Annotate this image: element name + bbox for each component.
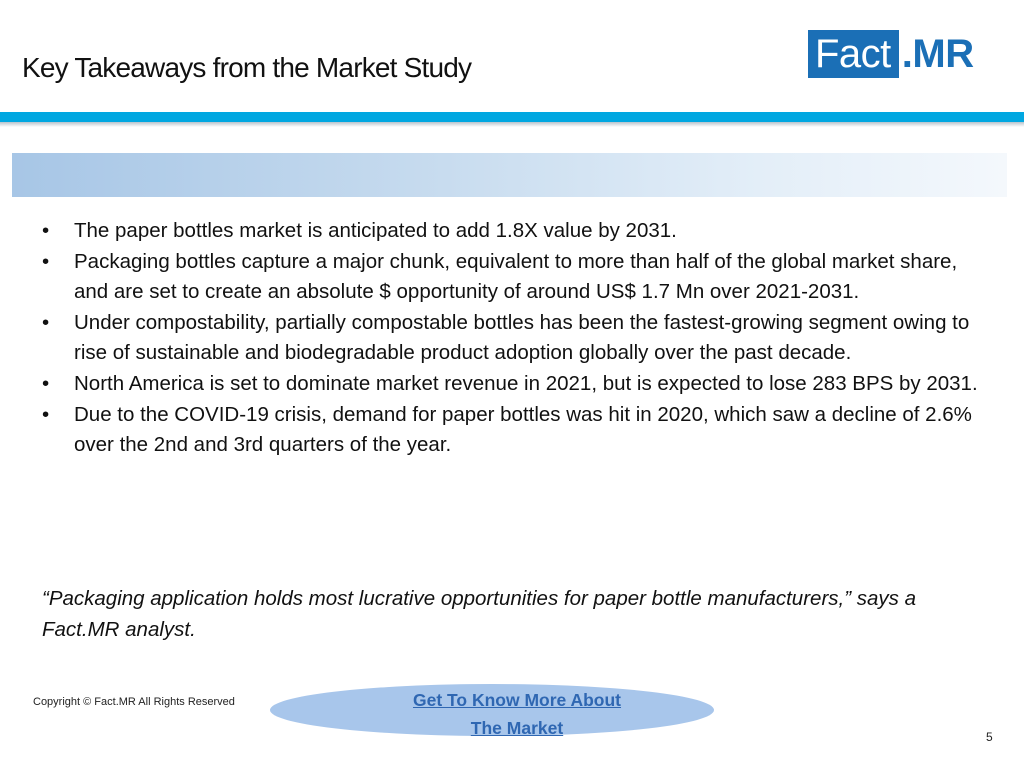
- cta-line-1: Get To Know More About: [412, 690, 622, 710]
- cta-line-2: The Market: [470, 718, 564, 738]
- bullet-icon: •: [42, 371, 50, 395]
- list-item: [42, 247, 990, 308]
- bullet-icon: •: [42, 219, 50, 242]
- logo-box-text: Fact: [808, 30, 899, 78]
- header-divider: [0, 112, 1024, 122]
- gradient-banner: [12, 153, 1007, 197]
- list-item: [42, 216, 990, 247]
- list-item-text: Under compostability, partially compostable bottles has been the fastest-growing segment owing to rise of sustainable and biodegradable product adoption globally over the past decade.: [74, 310, 970, 365]
- bullet-icon: •: [42, 402, 50, 426]
- list-item-text: The paper bottles market is anticipated to add 1.8X value by 2031.: [74, 219, 677, 242]
- get-to-know-more-link[interactable]: [340, 686, 694, 742]
- copyright-notice: Copyright © Fact.MR All Rights Reserved: [33, 696, 235, 708]
- takeaways-list: [42, 216, 990, 461]
- logo-tail-text: .MR: [901, 32, 974, 76]
- bullet-icon: •: [42, 249, 50, 273]
- list-item: [42, 369, 990, 400]
- analyst-quote: “Packaging application holds most lucrative opportunities for paper bottle manufacturers,” says a Fact.MR analyst.: [42, 587, 916, 641]
- list-item: [42, 308, 990, 369]
- page-number: 5: [986, 730, 993, 744]
- list-item: [42, 400, 990, 461]
- factmr-logo: [808, 30, 974, 78]
- list-item-text: Due to the COVID-19 crisis, demand for paper bottles was hit in 2020, which saw a decline of 2.6% over the 2nd and 3rd quarters of the year.: [74, 402, 972, 457]
- list-item-text: Packaging bottles capture a major chunk, equivalent to more than half of the global market share, and are set to create an absolute $ opportunity of around US$ 1.7 Mn over 2021-2031.: [74, 249, 958, 304]
- bullet-icon: •: [42, 310, 50, 334]
- header-divider-shadow: [0, 122, 1024, 127]
- slide-title: Key Takeaways from the Market Study: [22, 52, 472, 83]
- list-item-text: North America is set to dominate market revenue in 2021, but is expected to lose 283 BPS by 2031.: [74, 371, 978, 395]
